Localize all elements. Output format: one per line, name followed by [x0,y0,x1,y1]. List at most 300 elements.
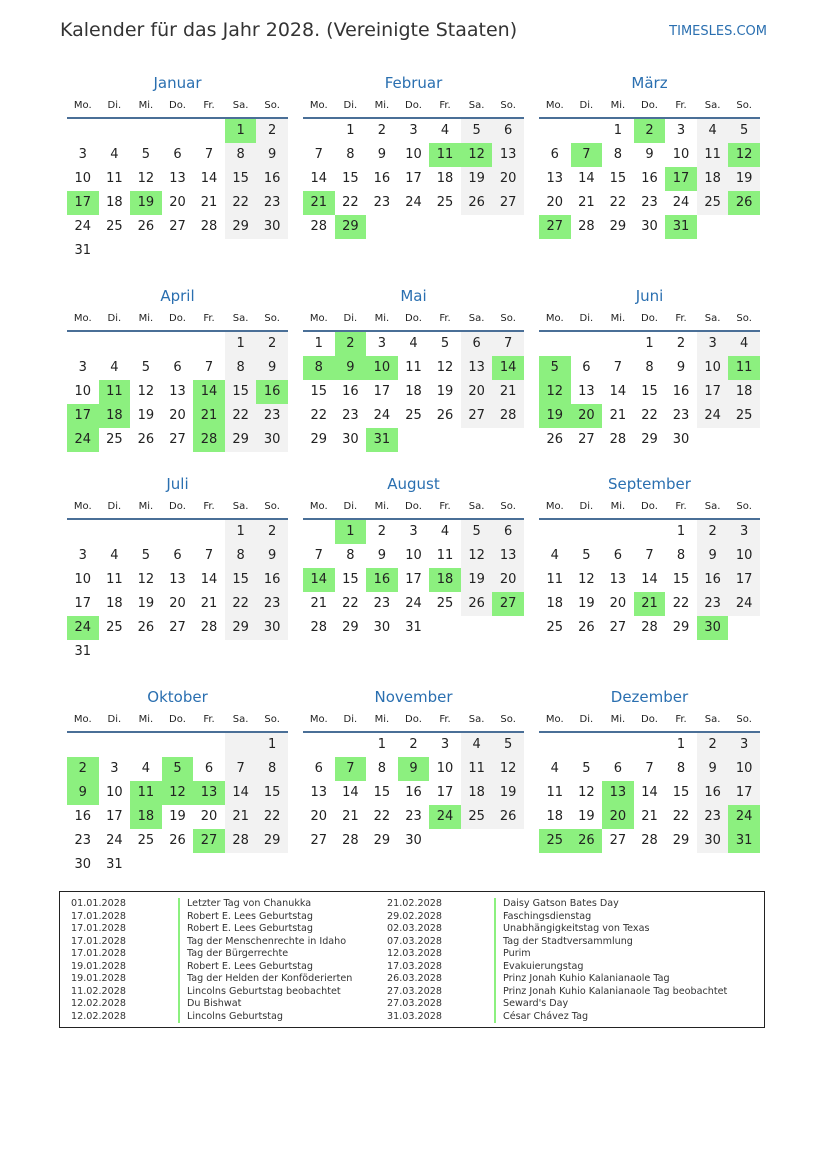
day-cell[interactable]: 2 [335,332,367,356]
day-cell[interactable]: 29 [225,215,257,239]
day-cell[interactable]: 13 [609,572,627,587]
day-cell[interactable]: 20 [310,809,328,824]
day-cell[interactable]: 26 [436,408,454,423]
day-cell[interactable]: 18 [429,568,461,592]
day-cell[interactable]: 16 [256,167,288,191]
day-cell[interactable]: 29 [225,616,257,640]
day-cell[interactable]: 26 [137,620,155,635]
day-cell[interactable]: 24 [67,616,99,640]
day-cell[interactable]: 11 [546,785,564,800]
day-cell[interactable]: 19 [436,384,454,399]
day-cell[interactable]: 20 [200,809,218,824]
day-cell[interactable]: 16 [697,568,729,592]
day-cell[interactable]: 23 [373,596,391,611]
day-cell[interactable]: 27 [539,215,571,239]
day-cell[interactable]: 7 [645,548,654,563]
day-cell[interactable]: 18 [461,781,493,805]
day-cell[interactable]: 15 [672,572,690,587]
day-cell[interactable]: 28 [492,404,524,428]
day-cell[interactable]: 27 [310,833,328,848]
day-cell[interactable]: 13 [193,781,225,805]
day-cell[interactable]: 26 [461,191,493,215]
day-cell[interactable]: 17 [106,809,123,824]
day-cell[interactable]: 28 [200,219,218,234]
day-cell[interactable]: 11 [461,757,493,781]
day-cell[interactable]: 11 [130,781,162,805]
day-cell[interactable]: 29 [672,833,690,848]
day-cell[interactable]: 8 [346,147,355,162]
day-cell[interactable]: 21 [578,195,595,210]
day-cell[interactable]: 25 [106,219,123,234]
day-cell[interactable]: 10 [74,384,92,399]
day-cell[interactable]: 10 [74,171,92,186]
day-cell[interactable]: 8 [303,356,335,380]
day-cell[interactable]: 29 [335,215,367,239]
day-cell[interactable]: 28 [578,219,595,234]
day-cell[interactable]: 5 [728,119,760,143]
day-cell[interactable]: 27 [492,191,524,215]
day-cell[interactable]: 17 [728,568,760,592]
day-cell[interactable]: 15 [641,384,658,399]
day-cell[interactable]: 29 [342,620,359,635]
day-cell[interactable]: 20 [546,195,564,210]
day-cell[interactable]: 8 [225,143,257,167]
day-cell[interactable]: 15 [342,171,359,186]
day-cell[interactable]: 13 [310,785,328,800]
day-cell[interactable]: 1 [314,336,323,351]
day-cell[interactable]: 7 [314,147,323,162]
day-cell[interactable]: 19 [492,781,524,805]
day-cell[interactable]: 24 [728,805,760,829]
day-cell[interactable]: 31 [405,620,422,635]
day-cell[interactable]: 25 [436,596,454,611]
day-cell[interactable]: 29 [609,219,627,234]
day-cell[interactable]: 18 [546,596,564,611]
day-cell[interactable]: 25 [697,191,729,215]
day-cell[interactable]: 9 [377,147,387,162]
day-cell[interactable]: 9 [256,143,288,167]
day-cell[interactable]: 5 [539,356,571,380]
day-cell[interactable]: 26 [578,620,595,635]
day-cell[interactable]: 14 [609,384,627,399]
day-cell[interactable]: 7 [645,761,654,776]
day-cell[interactable]: 26 [461,592,493,616]
day-cell[interactable]: 2 [697,520,729,544]
day-cell[interactable]: 9 [377,548,387,563]
day-cell[interactable]: 23 [256,191,288,215]
day-cell[interactable]: 10 [697,356,729,380]
day-cell[interactable]: 8 [256,757,288,781]
day-cell[interactable]: 21 [200,596,218,611]
day-cell[interactable]: 23 [697,805,729,829]
day-cell[interactable]: 16 [366,568,398,592]
day-cell[interactable]: 28 [609,432,627,447]
day-cell[interactable]: 1 [225,520,257,544]
day-cell[interactable]: 28 [193,428,225,452]
day-cell[interactable]: 24 [697,404,729,428]
day-cell[interactable]: 10 [672,147,690,162]
day-cell[interactable]: 20 [169,195,186,210]
day-cell[interactable]: 18 [106,596,123,611]
day-cell[interactable]: 9 [398,757,430,781]
day-cell[interactable]: 26 [546,432,564,447]
day-cell[interactable]: 18 [546,809,564,824]
day-cell[interactable]: 26 [728,191,760,215]
day-cell[interactable]: 17 [405,572,422,587]
day-cell[interactable]: 12 [461,544,493,568]
day-cell[interactable]: 13 [602,781,634,805]
day-cell[interactable]: 16 [373,171,391,186]
day-cell[interactable]: 29 [256,829,288,853]
day-cell[interactable]: 23 [405,809,422,824]
day-cell[interactable]: 26 [137,219,155,234]
day-cell[interactable]: 17 [665,167,697,191]
day-cell[interactable]: 22 [225,404,257,428]
day-cell[interactable]: 22 [641,408,658,423]
day-cell[interactable]: 14 [641,785,658,800]
day-cell[interactable]: 19 [137,596,155,611]
day-cell[interactable]: 20 [492,167,524,191]
day-cell[interactable]: 16 [256,568,288,592]
day-cell[interactable]: 13 [169,572,186,587]
day-cell[interactable]: 3 [409,123,418,138]
day-cell[interactable]: 20 [461,380,493,404]
day-cell[interactable]: 13 [492,544,524,568]
day-cell[interactable]: 11 [697,143,729,167]
day-cell[interactable]: 12 [137,572,155,587]
day-cell[interactable]: 13 [578,384,595,399]
day-cell[interactable]: 1 [335,520,367,544]
day-cell[interactable]: 6 [613,761,623,776]
day-cell[interactable]: 23 [641,195,658,210]
day-cell[interactable]: 3 [697,332,729,356]
day-cell[interactable]: 8 [225,544,257,568]
day-cell[interactable]: 4 [440,524,450,539]
day-cell[interactable]: 9 [256,544,288,568]
day-cell[interactable]: 13 [169,384,186,399]
day-cell[interactable]: 27 [193,829,225,853]
day-cell[interactable]: 12 [492,757,524,781]
day-cell[interactable]: 11 [436,548,454,563]
day-cell[interactable]: 4 [728,332,760,356]
day-cell[interactable]: 25 [137,833,155,848]
day-cell[interactable]: 11 [106,572,123,587]
day-cell[interactable]: 7 [204,548,214,563]
day-cell[interactable]: 8 [645,360,654,375]
day-cell[interactable]: 14 [225,781,257,805]
day-cell[interactable]: 16 [342,384,359,399]
day-cell[interactable]: 7 [204,147,214,162]
day-cell[interactable]: 7 [613,360,623,375]
day-cell[interactable]: 13 [461,356,493,380]
day-cell[interactable]: 30 [256,215,288,239]
day-cell[interactable]: 22 [342,195,359,210]
day-cell[interactable]: 16 [74,809,92,824]
day-cell[interactable]: 19 [461,167,493,191]
day-cell[interactable]: 4 [110,548,119,563]
day-cell[interactable]: 10 [74,572,92,587]
day-cell[interactable]: 27 [609,620,627,635]
day-cell[interactable]: 1 [676,524,686,539]
day-cell[interactable]: 3 [78,147,87,162]
day-cell[interactable]: 7 [492,332,524,356]
day-cell[interactable]: 14 [578,171,595,186]
day-cell[interactable]: 10 [405,147,422,162]
day-cell[interactable]: 19 [578,809,595,824]
day-cell[interactable]: 18 [697,167,729,191]
day-cell[interactable]: 20 [571,404,603,428]
day-cell[interactable]: 1 [346,123,355,138]
day-cell[interactable]: 23 [697,592,729,616]
day-cell[interactable]: 6 [314,761,323,776]
day-cell[interactable]: 7 [314,548,323,563]
day-cell[interactable]: 21 [193,404,225,428]
day-cell[interactable]: 6 [173,147,182,162]
day-cell[interactable]: 31 [74,243,92,258]
day-cell[interactable]: 5 [141,360,151,375]
day-cell[interactable]: 16 [672,384,690,399]
day-cell[interactable]: 30 [373,620,391,635]
day-cell[interactable]: 15 [609,171,627,186]
day-cell[interactable]: 10 [436,761,454,776]
day-cell[interactable]: 9 [67,781,99,805]
day-cell[interactable]: 4 [110,360,119,375]
day-cell[interactable]: 24 [67,428,99,452]
day-cell[interactable]: 2 [67,757,99,781]
day-cell[interactable]: 11 [546,572,564,587]
day-cell[interactable]: 11 [99,380,131,404]
day-cell[interactable]: 4 [550,761,559,776]
day-cell[interactable]: 1 [225,332,257,356]
day-cell[interactable]: 14 [342,785,359,800]
day-cell[interactable]: 25 [728,404,760,428]
day-cell[interactable]: 9 [697,544,729,568]
day-cell[interactable]: 11 [106,171,123,186]
day-cell[interactable]: 14 [641,572,658,587]
day-cell[interactable]: 18 [106,195,123,210]
day-cell[interactable]: 2 [377,524,387,539]
day-cell[interactable]: 4 [697,119,729,143]
day-cell[interactable]: 30 [74,857,92,872]
day-cell[interactable]: 15 [225,568,257,592]
day-cell[interactable]: 30 [641,219,658,234]
day-cell[interactable]: 5 [440,336,450,351]
day-cell[interactable]: 30 [342,432,359,447]
day-cell[interactable]: 27 [492,592,524,616]
day-cell[interactable]: 15 [672,785,690,800]
day-cell[interactable]: 21 [641,809,658,824]
day-cell[interactable]: 14 [200,171,218,186]
day-cell[interactable]: 28 [310,620,328,635]
day-cell[interactable]: 7 [204,360,214,375]
day-cell[interactable]: 26 [571,829,603,853]
day-cell[interactable]: 8 [377,761,387,776]
day-cell[interactable]: 20 [609,596,627,611]
day-cell[interactable]: 26 [492,805,524,829]
day-cell[interactable]: 5 [492,733,524,757]
day-cell[interactable]: 26 [137,432,155,447]
day-cell[interactable]: 12 [578,785,595,800]
day-cell[interactable]: 27 [609,833,627,848]
day-cell[interactable]: 31 [728,829,760,853]
day-cell[interactable]: 28 [641,833,658,848]
day-cell[interactable]: 11 [429,143,461,167]
day-cell[interactable]: 21 [634,592,666,616]
day-cell[interactable]: 18 [130,805,162,829]
day-cell[interactable]: 10 [405,548,422,563]
day-cell[interactable]: 15 [225,167,257,191]
day-cell[interactable]: 23 [74,833,92,848]
day-cell[interactable]: 10 [728,544,760,568]
day-cell[interactable]: 9 [676,360,686,375]
day-cell[interactable]: 12 [578,572,595,587]
day-cell[interactable]: 22 [256,805,288,829]
day-cell[interactable]: 3 [440,737,450,752]
day-cell[interactable]: 21 [310,596,328,611]
day-cell[interactable]: 6 [613,548,623,563]
day-cell[interactable]: 24 [74,219,92,234]
day-cell[interactable]: 16 [641,171,658,186]
day-cell[interactable]: 14 [310,171,328,186]
day-cell[interactable]: 3 [377,336,387,351]
day-cell[interactable]: 19 [461,568,493,592]
day-cell[interactable]: 17 [405,171,422,186]
day-cell[interactable]: 22 [342,596,359,611]
day-cell[interactable]: 25 [106,432,123,447]
day-cell[interactable]: 22 [225,592,257,616]
day-cell[interactable]: 29 [641,432,658,447]
day-cell[interactable]: 18 [405,384,422,399]
day-cell[interactable]: 22 [609,195,627,210]
day-cell[interactable]: 24 [373,408,391,423]
day-cell[interactable]: 15 [225,380,257,404]
day-cell[interactable]: 27 [578,432,595,447]
day-cell[interactable]: 11 [728,356,760,380]
day-cell[interactable]: 5 [141,147,151,162]
day-cell[interactable]: 3 [78,360,87,375]
day-cell[interactable]: 19 [539,404,571,428]
day-cell[interactable]: 24 [405,596,422,611]
day-cell[interactable]: 29 [672,620,690,635]
day-cell[interactable]: 15 [256,781,288,805]
day-cell[interactable]: 15 [342,572,359,587]
day-cell[interactable]: 13 [169,171,186,186]
day-cell[interactable]: 4 [409,336,418,351]
day-cell[interactable]: 31 [106,857,123,872]
day-cell[interactable]: 22 [310,408,328,423]
day-cell[interactable]: 27 [169,620,186,635]
day-cell[interactable]: 3 [728,733,760,757]
day-cell[interactable]: 23 [373,195,391,210]
day-cell[interactable]: 27 [461,404,493,428]
day-cell[interactable]: 7 [225,757,257,781]
day-cell[interactable]: 14 [492,356,524,380]
day-cell[interactable]: 12 [137,171,155,186]
day-cell[interactable]: 29 [225,428,257,452]
day-cell[interactable]: 15 [373,785,391,800]
day-cell[interactable]: 19 [578,596,595,611]
day-cell[interactable]: 17 [436,785,454,800]
day-cell[interactable]: 2 [697,733,729,757]
day-cell[interactable]: 22 [225,191,257,215]
day-cell[interactable]: 31 [665,215,697,239]
day-cell[interactable]: 15 [310,384,328,399]
day-cell[interactable]: 4 [141,761,151,776]
day-cell[interactable]: 1 [613,123,623,138]
day-cell[interactable]: 17 [728,781,760,805]
day-cell[interactable]: 2 [256,119,288,143]
day-cell[interactable]: 19 [137,408,155,423]
day-cell[interactable]: 6 [173,548,182,563]
day-cell[interactable]: 24 [728,592,760,616]
day-cell[interactable]: 25 [405,408,422,423]
day-cell[interactable]: 24 [106,833,123,848]
day-cell[interactable]: 2 [409,737,418,752]
day-cell[interactable]: 19 [728,167,760,191]
day-cell[interactable]: 19 [169,809,186,824]
day-cell[interactable]: 30 [697,616,729,640]
day-cell[interactable]: 28 [342,833,359,848]
day-cell[interactable]: 25 [436,195,454,210]
day-cell[interactable]: 27 [169,219,186,234]
day-cell[interactable]: 4 [110,147,119,162]
day-cell[interactable]: 6 [204,761,214,776]
day-cell[interactable]: 6 [461,332,493,356]
day-cell[interactable]: 6 [492,520,524,544]
day-cell[interactable]: 23 [672,408,690,423]
day-cell[interactable]: 9 [645,147,654,162]
day-cell[interactable]: 18 [728,380,760,404]
day-cell[interactable]: 6 [492,119,524,143]
day-cell[interactable]: 20 [602,805,634,829]
day-cell[interactable]: 2 [676,336,686,351]
day-cell[interactable]: 2 [634,119,666,143]
day-cell[interactable]: 8 [676,548,686,563]
day-cell[interactable]: 5 [461,520,493,544]
day-cell[interactable]: 1 [377,737,387,752]
day-cell[interactable]: 29 [373,833,391,848]
day-cell[interactable]: 19 [130,191,162,215]
day-cell[interactable]: 16 [256,380,288,404]
day-cell[interactable]: 29 [310,432,328,447]
day-cell[interactable]: 7 [571,143,603,167]
day-cell[interactable]: 17 [67,191,99,215]
day-cell[interactable]: 21 [225,805,257,829]
day-cell[interactable]: 20 [492,568,524,592]
day-cell[interactable]: 10 [366,356,398,380]
day-cell[interactable]: 25 [546,620,564,635]
day-cell[interactable]: 22 [373,809,391,824]
brand-link[interactable]: TIMESLES.COM [669,24,767,39]
day-cell[interactable]: 3 [409,524,418,539]
day-cell[interactable]: 21 [492,380,524,404]
day-cell[interactable]: 24 [672,195,690,210]
day-cell[interactable]: 3 [728,520,760,544]
day-cell[interactable]: 26 [169,833,186,848]
day-cell[interactable]: 17 [74,596,92,611]
day-cell[interactable]: 16 [697,781,729,805]
day-cell[interactable]: 17 [697,380,729,404]
day-cell[interactable]: 7 [335,757,367,781]
day-cell[interactable]: 9 [697,757,729,781]
day-cell[interactable]: 12 [539,380,571,404]
day-cell[interactable]: 2 [377,123,387,138]
day-cell[interactable]: 28 [310,219,328,234]
day-cell[interactable]: 8 [613,147,623,162]
day-cell[interactable]: 8 [676,761,686,776]
day-cell[interactable]: 30 [405,833,422,848]
day-cell[interactable]: 4 [461,733,493,757]
